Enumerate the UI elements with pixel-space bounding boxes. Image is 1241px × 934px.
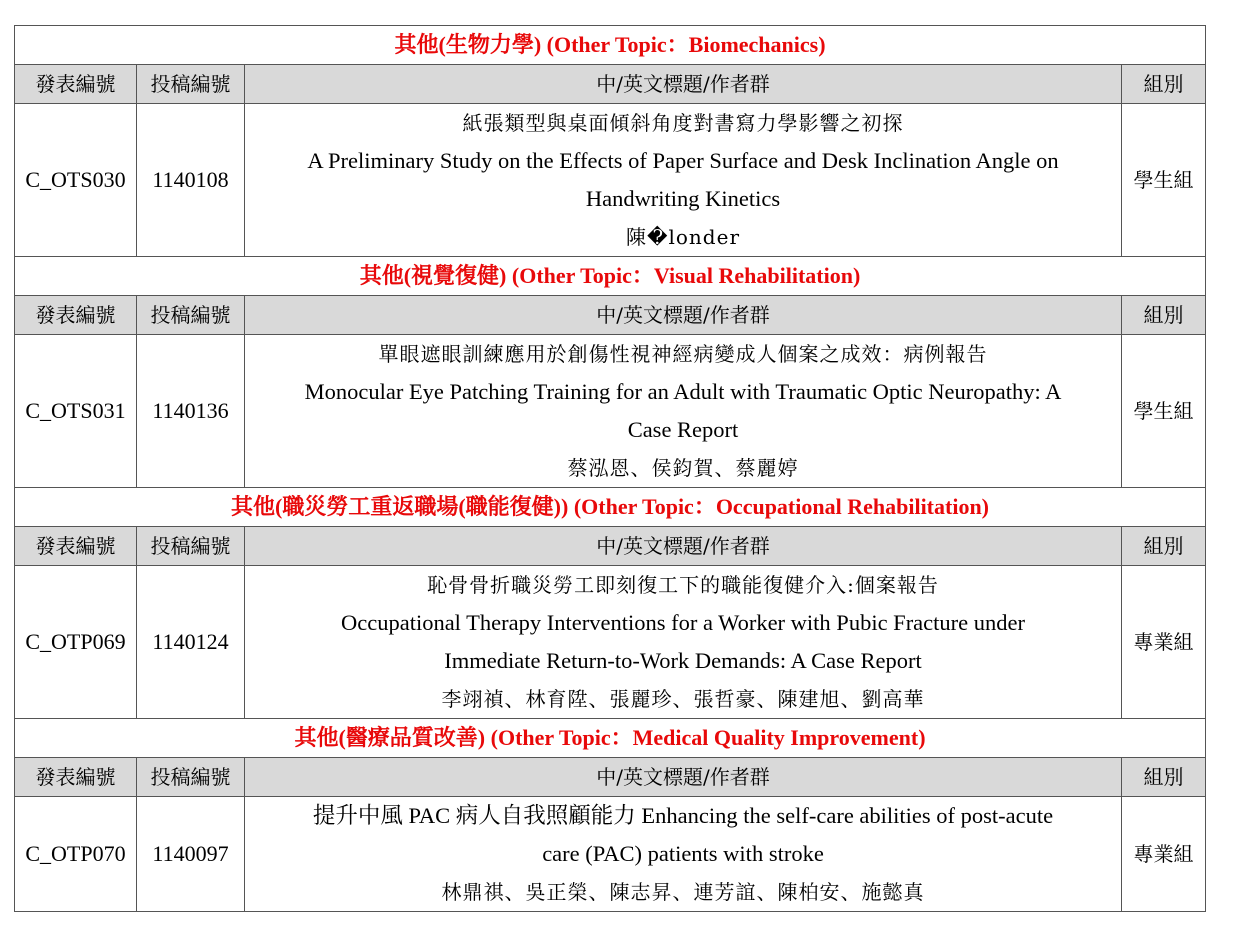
- section-heading: 其他(生物力學) (Other Topic：Biomechanics): [15, 26, 1206, 65]
- table-row: [15, 797, 1206, 912]
- presentation-code: C_OTS031: [15, 335, 137, 488]
- section-heading-row: [15, 488, 1206, 527]
- title-cell: [245, 797, 1122, 912]
- table-row: [15, 104, 1206, 257]
- column-header-row: [15, 758, 1206, 797]
- header-title: 中/英文標題/作者群: [245, 527, 1122, 566]
- title-mixed-line: care (PAC) patients with stroke: [542, 841, 824, 866]
- header-title: 中/英文標題/作者群: [245, 65, 1122, 104]
- table-row: [15, 335, 1206, 488]
- header-code: 發表編號: [15, 758, 137, 797]
- presentation-code: C_OTS030: [15, 104, 137, 257]
- submission-number: 1140097: [137, 797, 245, 912]
- title-en-line: Handwriting Kinetics: [585, 186, 781, 211]
- section-heading-row: [15, 257, 1206, 296]
- header-submission: 投稿編號: [137, 65, 245, 104]
- title-mixed-line: 提升中風 PAC 病人自我照顧能力 Enhancing the self-care abilities of post-acute: [312, 803, 1054, 828]
- program-table: [14, 25, 1206, 912]
- presentation-code: C_OTP069: [15, 566, 137, 719]
- section-heading: 其他(醫療品質改善) (Other Topic：Medical Quality Improvement): [15, 719, 1206, 758]
- title-en-line: Case Report: [627, 417, 739, 442]
- header-title: 中/英文標題/作者群: [245, 758, 1122, 797]
- header-submission: 投稿編號: [137, 527, 245, 566]
- column-header-row: [15, 527, 1206, 566]
- title-en-line: Immediate Return-to-Work Demands: A Case Report: [444, 648, 922, 673]
- presentation-code: C_OTP070: [15, 797, 137, 912]
- section-heading-row: [15, 26, 1206, 65]
- authors: 李翊禎、林育陞、張麗珍、張哲豪、陳建旭、劉高華: [441, 687, 925, 711]
- group-label: 學生組: [1122, 335, 1206, 488]
- header-group: 組別: [1122, 758, 1206, 797]
- title-cell: [245, 335, 1122, 488]
- header-code: 發表編號: [15, 65, 137, 104]
- group-label: 學生組: [1122, 104, 1206, 257]
- header-group: 組別: [1122, 65, 1206, 104]
- header-group: 組別: [1122, 527, 1206, 566]
- section-heading: 其他(視覺復健) (Other Topic：Visual Rehabilitation): [15, 257, 1206, 296]
- submission-number: 1140108: [137, 104, 245, 257]
- column-header-row: [15, 296, 1206, 335]
- title-zh: 單眼遮眼訓練應用於創傷性視神經病變成人個案之成效：病例報告: [378, 342, 988, 366]
- column-header-row: [15, 65, 1206, 104]
- section-heading-row: [15, 719, 1206, 758]
- header-submission: 投稿編號: [137, 296, 245, 335]
- authors: 林鼎祺、吳正榮、陳志昇、連芳誼、陳柏安、施懿真: [441, 880, 925, 904]
- group-label: 專業組: [1122, 566, 1206, 719]
- title-cell: [245, 104, 1122, 257]
- authors: 陳�londer: [625, 225, 741, 249]
- submission-number: 1140136: [137, 335, 245, 488]
- header-group: 組別: [1122, 296, 1206, 335]
- section-heading: 其他(職災勞工重返職場(職能復健)) (Other Topic：Occupational Rehabilitation): [15, 488, 1206, 527]
- authors: 蔡泓恩、侯鈞賀、蔡麗婷: [567, 456, 799, 480]
- table-row: [15, 566, 1206, 719]
- title-en-line: A Preliminary Study on the Effects of Paper Surface and Desk Inclination Angle on: [307, 148, 1059, 173]
- title-zh: 恥骨骨折職災勞工即刻復工下的職能復健介入:個案報告: [427, 573, 939, 597]
- group-label: 專業組: [1122, 797, 1206, 912]
- header-code: 發表編號: [15, 296, 137, 335]
- header-code: 發表編號: [15, 527, 137, 566]
- header-title: 中/英文標題/作者群: [245, 296, 1122, 335]
- title-zh: 紙張類型與桌面傾斜角度對書寫力學影響之初探: [462, 111, 904, 135]
- title-en-line: Monocular Eye Patching Training for an Adult with Traumatic Optic Neuropathy: A: [304, 379, 1062, 404]
- title-en-line: Occupational Therapy Interventions for a Worker with Pubic Fracture under: [340, 610, 1025, 635]
- header-submission: 投稿編號: [137, 758, 245, 797]
- submission-number: 1140124: [137, 566, 245, 719]
- title-cell: [245, 566, 1122, 719]
